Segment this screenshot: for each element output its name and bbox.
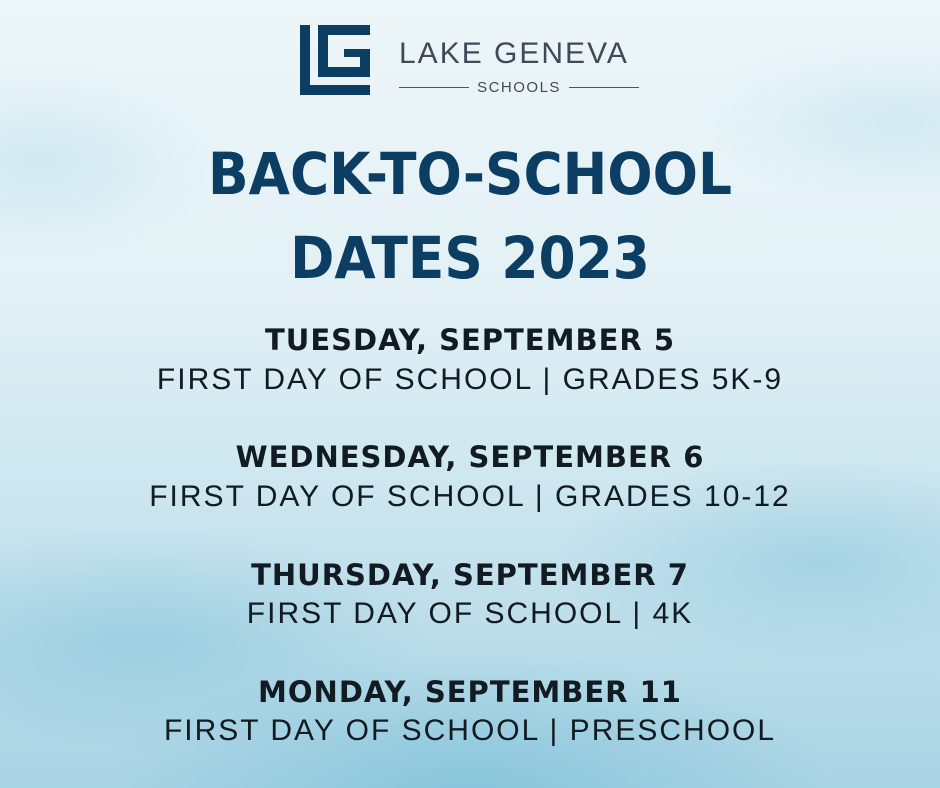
lg-monogram-icon [300,25,370,95]
headline-line-2: DATES 2023 [290,224,650,292]
date-day: WEDNESDAY, SEPTEMBER 6 [235,440,705,474]
date-description: FIRST DAY OF SCHOOL | 4K [246,597,694,630]
logo-title: LAKE GENEVA [399,37,629,70]
date-day: THURSDAY, SEPTEMBER 7 [251,558,689,592]
logo-subtitle: SCHOOLS [477,78,561,96]
date-day: TUESDAY, SEPTEMBER 5 [265,323,675,357]
date-description: FIRST DAY OF SCHOOL | GRADES 5K-9 [156,363,784,396]
logo-rule-right [569,87,639,88]
date-description: FIRST DAY OF SCHOOL | PRESCHOOL [163,714,777,747]
school-logo [300,25,640,95]
logo-rule-left [399,87,469,88]
date-day: MONDAY, SEPTEMBER 11 [258,675,682,709]
date-description: FIRST DAY OF SCHOOL | GRADES 10-12 [149,480,791,513]
logo-subtitle-row [399,77,639,97]
headline-line-1: BACK-TO-SCHOOL [207,140,732,208]
